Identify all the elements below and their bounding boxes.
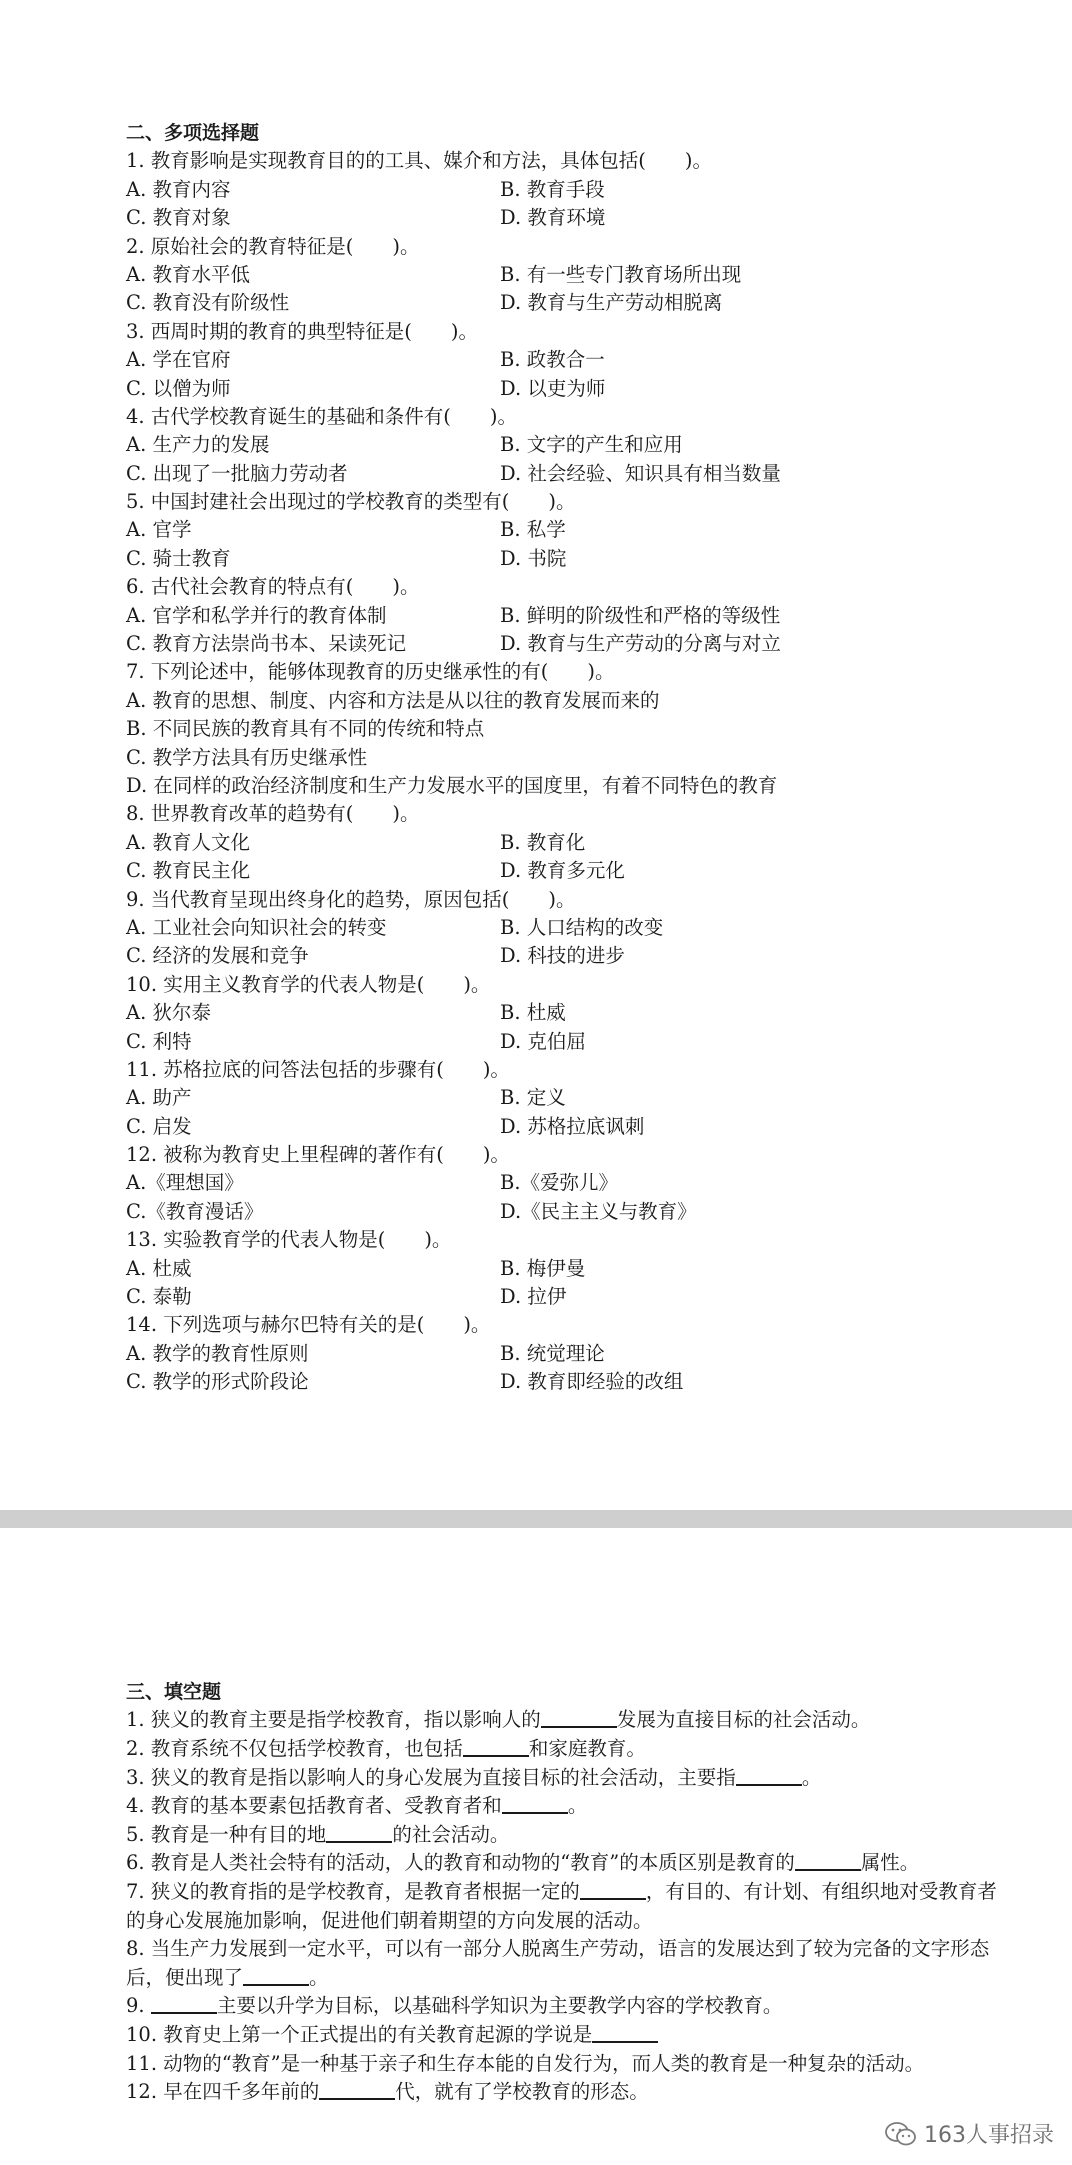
answer-blank — [795, 1849, 861, 1871]
answer-option: D. 拉伊 — [500, 1285, 567, 1309]
question-stem: 11. 苏格拉底的问答法包括的步骤有( )。 — [126, 1057, 510, 1081]
question-stem: 7. 下列论述中，能够体现教育的历史继承性的有( )。 — [126, 660, 615, 684]
page-section-fill-blank — [0, 1528, 1072, 2165]
question-stem: 12. 被称为教育史上里程碑的著作有( )。 — [126, 1143, 510, 1167]
answer-option: C. 出现了一批脑力劳动者 — [126, 461, 348, 485]
item-text: 的社会活动。 — [392, 1822, 510, 1846]
answer-option: C. 以僧为师 — [126, 376, 231, 400]
item-text: 和家庭教育。 — [528, 1736, 646, 1760]
answer-option: B. 不同民族的教育具有不同的传统和特点 — [126, 717, 485, 741]
item-text: 3. 狭义的教育是指以影响人的身心发展为直接目标的社会活动，主要指 — [126, 1765, 736, 1789]
option-row — [126, 1198, 1006, 1226]
option-row — [126, 1255, 1006, 1283]
question-stem: 5. 中国封建社会出现过的学校教育的类型有( )。 — [126, 490, 576, 514]
answer-option: B. 统觉理论 — [500, 1341, 605, 1365]
answer-option: B. 有一些专门教育场所出现 — [500, 262, 742, 286]
option-row — [126, 1084, 1006, 1112]
option-row — [126, 1028, 1006, 1056]
answer-option: B. 私学 — [500, 518, 566, 542]
item-text: 2. 教育系统不仅包括学校教育，也包括 — [126, 1736, 463, 1760]
item-text: 。 — [567, 1794, 588, 1818]
answer-option: B. 定义 — [500, 1086, 566, 1110]
answer-option: C. 骑士教育 — [126, 546, 231, 570]
item-text: 8. 当生产力发展到一定水平，可以有一部分人脱离生产劳动，语言的发展达到了较为完备的文字形态后，便出现了 — [126, 1937, 990, 1989]
answer-option: D.《民主主义与教育》 — [500, 1199, 697, 1223]
option-row — [126, 431, 1006, 459]
section-title: 二、多项选择题 — [126, 122, 260, 144]
answer-option: B. 教育手段 — [500, 177, 605, 201]
option-row — [126, 460, 1006, 488]
item-text: 4. 教育的基本要素包括教育者、受教育者和 — [126, 1794, 502, 1818]
answer-blank — [541, 1706, 617, 1728]
answer-option: B. 政教合一 — [500, 348, 605, 372]
question-stem: 9. 当代教育呈现出终身化的趋势，原因包括( )。 — [126, 887, 576, 911]
answer-blank — [736, 1764, 802, 1786]
answer-option: B.《爱弥儿》 — [500, 1171, 619, 1195]
answer-option: A. 杜威 — [126, 1256, 192, 1280]
option-row — [126, 346, 1006, 374]
option-row — [126, 261, 1006, 289]
item-text: 1. 狭义的教育主要是指学校教育，指以影响人的 — [126, 1708, 541, 1732]
answer-blank — [502, 1792, 568, 1814]
option-row — [126, 1113, 1006, 1141]
option-row — [126, 1368, 1006, 1396]
option-row — [126, 999, 1006, 1027]
fill-blank-item — [126, 2021, 1006, 2050]
item-text: 属性。 — [860, 1851, 920, 1875]
option-row — [126, 914, 1006, 942]
watermark — [884, 2118, 1054, 2149]
answer-option: D. 教育与生产劳动的分离与对立 — [500, 632, 781, 656]
option-row — [126, 1169, 1006, 1197]
fill-blank-item — [126, 1935, 1006, 1992]
answer-option: A. 学在官府 — [126, 348, 231, 372]
option-row — [126, 942, 1006, 970]
item-text: 代，就有了学校教育的形态。 — [395, 2080, 649, 2104]
answer-option: D. 苏格拉底讽刺 — [500, 1114, 645, 1138]
section-title: 三、填空题 — [126, 1681, 222, 1703]
item-text: 11. 动物的“教育”是一种基于亲子和生存本能的自发行为，而人类的教育是一种复杂的活动。 — [126, 2051, 925, 2075]
answer-option: D. 在同样的政治经济制度和生产力发展水平的国度里，有着不同特色的教育 — [126, 773, 778, 797]
answer-option: C. 教育没有阶级性 — [126, 291, 290, 315]
fill-blank-item — [126, 1821, 1006, 1850]
answer-option: C. 教学的形式阶段论 — [126, 1370, 309, 1394]
answer-option: A. 官学和私学并行的教育体制 — [126, 603, 387, 627]
question-stem: 4. 古代学校教育诞生的基础和条件有( )。 — [126, 404, 518, 428]
fill-blank-item — [126, 1706, 1006, 1735]
option-row — [126, 545, 1006, 573]
page-separator — [0, 1510, 1072, 1528]
answer-option: D. 书院 — [500, 546, 567, 570]
question-stem: 13. 实验教育学的代表人物是( )。 — [126, 1228, 452, 1252]
answer-blank — [151, 1992, 217, 2014]
answer-blank — [326, 1821, 392, 1843]
wechat-icon — [884, 2121, 918, 2147]
item-text: 5. 教育是一种有目的地 — [126, 1822, 327, 1846]
option-row — [126, 602, 1006, 630]
answer-option: A. 狄尔泰 — [126, 1001, 211, 1025]
answer-blank — [592, 2021, 658, 2043]
answer-blank — [580, 1878, 646, 1900]
option-row — [126, 289, 1006, 317]
answer-option: C. 经济的发展和竞争 — [126, 944, 309, 968]
option-row — [126, 1340, 1006, 1368]
watermark-text: 163人事招录 — [924, 2123, 1054, 2148]
item-text: 发展为直接目标的社会活动。 — [616, 1708, 871, 1732]
question-stem: 14. 下列选项与赫尔巴特有关的是( )。 — [126, 1313, 491, 1337]
answer-option: D. 教育环境 — [500, 206, 606, 230]
answer-option: B. 杜威 — [500, 1001, 566, 1025]
answer-blank — [463, 1735, 529, 1757]
answer-option: C. 教育民主化 — [126, 859, 251, 883]
fill-blank-item — [126, 1792, 1006, 1821]
answer-option: D. 科技的进步 — [500, 944, 625, 968]
option-row — [126, 176, 1006, 204]
answer-option: B. 文字的产生和应用 — [500, 433, 683, 457]
answer-option: A. 教育水平低 — [126, 262, 250, 286]
fill-blank-item — [126, 1878, 1006, 1935]
option-row — [126, 516, 1006, 544]
answer-option: A. 教学的教育性原则 — [126, 1341, 309, 1365]
answer-option: D. 教育与生产劳动相脱离 — [500, 291, 723, 315]
item-text: 主要以升学为目标，以基础科学知识为主要教学内容的学校教育。 — [216, 1994, 783, 2018]
item-text: 7. 狭义的教育指的是学校教育，是教育者根据一定的 — [126, 1879, 580, 1903]
fill-blank-content — [126, 1678, 1006, 2107]
answer-blank — [319, 2078, 395, 2100]
question-stem: 8. 世界教育改革的趋势有( )。 — [126, 802, 420, 826]
answer-option: B. 鲜明的阶级性和严格的等级性 — [500, 603, 781, 627]
fill-blank-item — [126, 1992, 1006, 2021]
answer-option: C. 利特 — [126, 1029, 192, 1053]
option-row — [126, 204, 1006, 232]
answer-option: A.《理想国》 — [126, 1171, 244, 1195]
item-text: 10. 教育史上第一个正式提出的有关教育起源的学说是 — [126, 2022, 593, 2046]
item-text: 。 — [309, 1965, 329, 1989]
answer-option: C. 泰勒 — [126, 1285, 192, 1309]
answer-option: D. 教育多元化 — [500, 859, 625, 883]
answer-option: D. 教育即经验的改组 — [500, 1370, 684, 1394]
answer-option: A. 教育人文化 — [126, 830, 250, 854]
question-stem: 10. 实用主义教育学的代表人物是( )。 — [126, 972, 491, 996]
answer-option: B. 人口结构的改变 — [500, 915, 664, 939]
option-row — [126, 1283, 1006, 1311]
question-stem: 6. 古代社会教育的特点有( )。 — [126, 575, 420, 599]
answer-option: A. 生产力的发展 — [126, 433, 270, 457]
fill-blank-item — [126, 2050, 1006, 2079]
item-text: ，有目的、有计划、有组织地对受教育者的身心发展施加影响，促进他们朝着期望的方向发展的活动。 — [126, 1879, 997, 1932]
answer-option: A. 教育内容 — [126, 177, 231, 201]
option-row — [126, 630, 1006, 658]
answer-option: A. 教育的思想、制度、内容和方法是从以往的教育发展而来的 — [126, 688, 660, 712]
answer-option: C. 启发 — [126, 1114, 192, 1138]
answer-option: B. 梅伊曼 — [500, 1256, 586, 1280]
answer-option: D. 克伯屈 — [500, 1029, 586, 1053]
answer-option: A. 官学 — [126, 518, 192, 542]
item-text: 9. — [126, 1994, 151, 2018]
answer-option: A. 工业社会向知识社会的转变 — [126, 915, 387, 939]
option-row — [126, 829, 1006, 857]
question-stem: 1. 教育影响是实现教育目的的工具、媒介和方法，具体包括( )。 — [126, 149, 713, 173]
item-text: 12. 早在四千多年前的 — [126, 2080, 320, 2104]
question-stem: 2. 原始社会的教育特征是( )。 — [126, 234, 420, 258]
answer-option: C.《教育漫话》 — [126, 1199, 264, 1223]
fill-blank-item — [126, 2078, 1006, 2107]
option-row — [126, 375, 1006, 403]
answer-option: A. 助产 — [126, 1086, 192, 1110]
question-stem: 3. 西周时期的教育的典型特征是( )。 — [126, 319, 479, 343]
answer-blank — [243, 1964, 309, 1986]
multiple-choice-content — [126, 119, 1006, 1397]
fill-blank-item — [126, 1764, 1006, 1793]
item-text: 。 — [801, 1765, 822, 1789]
fill-blank-item — [126, 1849, 1006, 1878]
answer-option: D. 社会经验、知识具有相当数量 — [500, 461, 781, 485]
answer-option: C. 教学方法具有历史继承性 — [126, 745, 368, 769]
answer-option: B. 教育化 — [500, 830, 586, 854]
answer-option: D. 以吏为师 — [500, 376, 606, 400]
answer-option: C. 教育方法崇尚书本、呆读死记 — [126, 632, 407, 656]
item-text: 6. 教育是人类社会特有的活动，人的教育和动物的“教育”的本质区别是教育的 — [126, 1851, 795, 1875]
option-row — [126, 857, 1006, 885]
fill-blank-item — [126, 1735, 1006, 1764]
answer-option: C. 教育对象 — [126, 206, 231, 230]
